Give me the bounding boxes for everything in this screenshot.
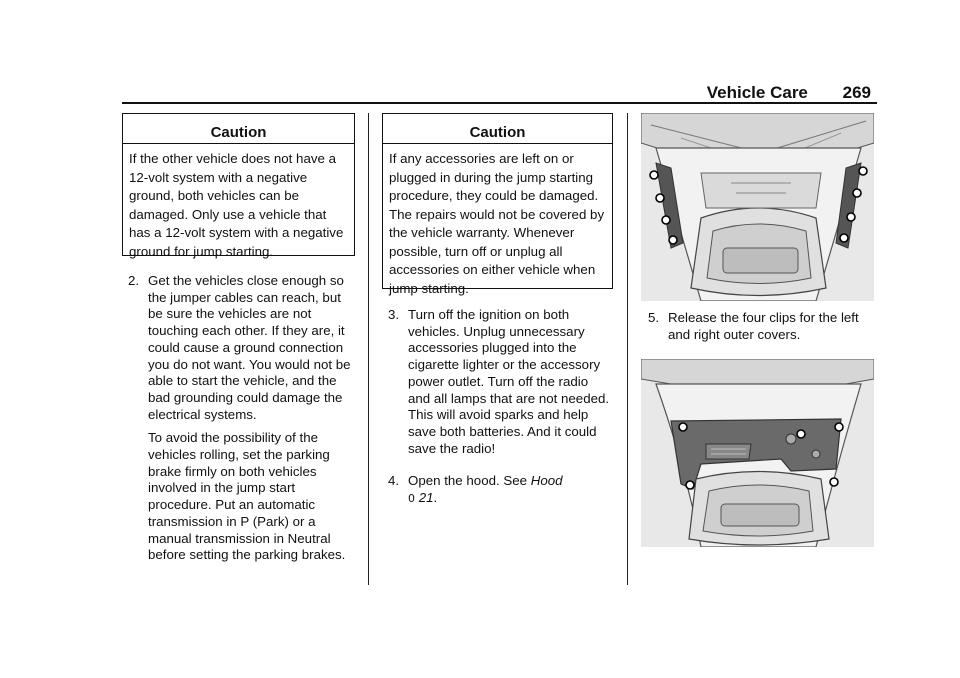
step-text: Get the vehicles close enough so the jumper cables can reach, but be sure the vehicles are not touching each other. If they are, it could cause a ground connection you do not want. You would not be able to start the vehicle, and the bad grounding could damage the electrical systems. [148,273,351,422]
step-2 [128,273,354,564]
page-number: 269 [842,83,871,102]
hood-open-illustration [641,113,874,301]
step-number: 2. [128,273,140,288]
column-divider-2 [627,113,628,585]
header-rule [122,102,877,104]
page-header [707,83,871,103]
outer-covers-illustration [641,359,874,547]
cross-reference-suffix: . [433,489,438,505]
step-number: 4. [388,473,400,488]
step-number: 5. [648,310,660,325]
step-text-continued: To avoid the possibility of the vehicles rolling, set the parking brake firmly on both vehicles involved in the jump start procedure. Put an automatic transmission in P (Park) or a manual transmission in Neutral before setting the parking brakes. [148,430,346,563]
step-4 [388,473,612,507]
caution-text: If the other vehicle does not have a 12-volt system with a negative ground, both vehicles can be damaged. Only use a vehicle that has a 12-volt system with a negative ground for jump starting. [129,151,344,259]
caution-text: If any accessories are left on or plugged in during the jump starting procedure, they could be damaged. The repairs would not be covered by the vehicle warranty. Whenever possible, turn off or unplug all accessories on either vehicle when jump starting. [389,151,605,296]
caution-box-voltage [122,113,355,259]
step-number: 3. [388,307,400,322]
caution-title: Caution [123,114,354,144]
caution-title: Caution [383,114,612,144]
step-text: Release the four clips for the left and right outer covers. [668,310,859,342]
step-text: Turn off the ignition on both vehicles. Unplug unnecessary accessories plugged into the cigarette lighter or the accessory power outlet. Turn off the radio and all lamps that are not needed. This will avoid sparks and help save both batteries. And it could save the radio! [408,307,610,456]
column-divider-1 [368,113,369,585]
cross-reference-page[interactable]: 21 [418,489,434,505]
section-title: Vehicle Care [706,83,808,102]
cross-reference-icon: 0 [408,491,415,505]
step-text: Open the hood. See [408,473,528,488]
caution-box-accessories [382,113,613,296]
step-3 [388,307,612,457]
step-5 [648,310,874,343]
hood-link[interactable]: Hood [530,473,563,488]
